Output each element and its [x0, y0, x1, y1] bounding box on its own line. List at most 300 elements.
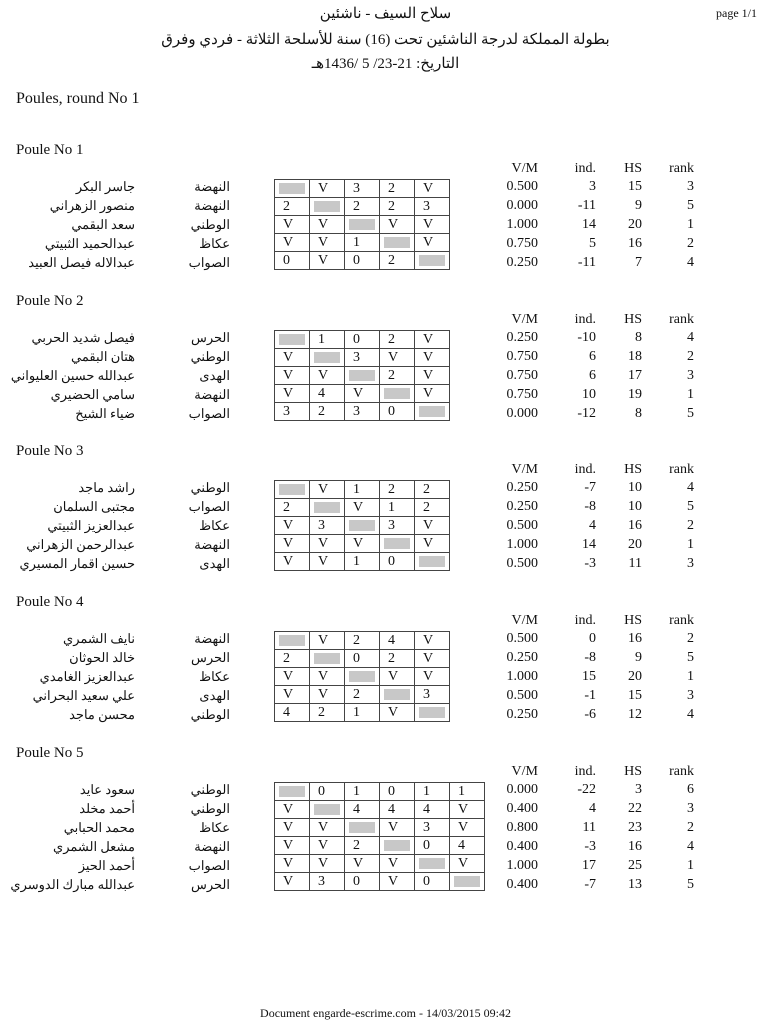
fencer-club: الهدى — [199, 556, 230, 571]
ind-value: 4 — [589, 801, 596, 816]
rank-value: 3 — [687, 688, 694, 703]
fencer-name: نايف الشمري — [63, 631, 135, 646]
bout-score-cell: 2 — [345, 686, 380, 704]
bout-score-cell: V — [310, 632, 345, 650]
fencer-club: الهدى — [199, 688, 230, 703]
bout-score-cell: 4 — [380, 801, 415, 819]
vm-value: 0.500 — [506, 688, 538, 703]
fencer-name: جاسر البكر — [75, 179, 135, 194]
table-row — [275, 499, 450, 517]
table-row — [275, 632, 450, 650]
bout-score-cell: V — [380, 819, 415, 837]
fencer-club: الوطني — [190, 801, 230, 816]
vm-value: 0.800 — [506, 820, 538, 835]
hs-value: 17 — [628, 368, 642, 383]
bout-score-cell: V — [310, 686, 345, 704]
fencer-club: الصواب — [188, 406, 230, 421]
fencer-name: راشد ماجد — [78, 480, 135, 495]
self-bout-cell — [310, 198, 345, 216]
self-bout-cell — [415, 252, 450, 270]
table-row — [275, 481, 450, 499]
grey-block-icon — [349, 370, 375, 381]
self-bout-cell — [380, 385, 415, 403]
self-bout-cell — [275, 481, 310, 499]
rank-value: 1 — [687, 217, 694, 232]
grey-block-icon — [384, 388, 410, 399]
self-bout-cell — [415, 855, 450, 873]
bout-score-cell: 1 — [380, 499, 415, 517]
bout-score-cell: 0 — [275, 252, 310, 270]
col-header-hs: HS — [624, 613, 642, 628]
col-header-rank: rank — [669, 312, 694, 327]
self-bout-cell — [380, 686, 415, 704]
grey-block-icon — [279, 635, 305, 646]
bout-score-cell: 4 — [310, 385, 345, 403]
self-bout-cell — [415, 553, 450, 571]
bout-score-cell: V — [345, 535, 380, 553]
bout-score-cell: V — [310, 819, 345, 837]
vm-value: 0.250 — [506, 480, 538, 495]
table-row — [275, 367, 450, 385]
fencer-name: محسن ماجد — [69, 707, 135, 722]
bout-score-cell: V — [275, 686, 310, 704]
bout-score-cell: 0 — [380, 783, 415, 801]
bout-score-cell: 2 — [415, 499, 450, 517]
rank-value: 3 — [687, 179, 694, 194]
self-bout-cell — [415, 704, 450, 722]
bout-score-cell: V — [310, 481, 345, 499]
bout-score-cell: V — [415, 180, 450, 198]
bout-score-cell: 3 — [345, 349, 380, 367]
bout-score-cell: 1 — [415, 783, 450, 801]
ind-value: -3 — [584, 839, 596, 854]
bout-score-cell: 3 — [415, 198, 450, 216]
bout-score-cell: V — [310, 668, 345, 686]
self-bout-cell — [380, 535, 415, 553]
hs-value: 16 — [628, 839, 642, 854]
bout-score-cell: 2 — [380, 331, 415, 349]
header-date: التاريخ: 21-23/ 5 /1436هـ — [311, 56, 460, 72]
grey-block-icon — [419, 858, 445, 869]
fencer-club: الهدى — [199, 368, 230, 383]
bout-score-cell: V — [275, 553, 310, 571]
rank-value: 4 — [687, 480, 694, 495]
vm-value: 0.750 — [506, 387, 538, 402]
bout-score-cell: 4 — [380, 632, 415, 650]
bout-score-cell: 2 — [275, 499, 310, 517]
bout-score-cell: 2 — [275, 198, 310, 216]
self-bout-cell — [310, 801, 345, 819]
fencer-club: الوطني — [190, 782, 230, 797]
rank-value: 2 — [687, 631, 694, 646]
page-number: page 1/1 — [716, 6, 757, 20]
rank-value: 1 — [687, 858, 694, 873]
fencer-name: عبدالحميد الثبيتي — [44, 236, 135, 251]
ind-value: 14 — [582, 217, 596, 232]
fencer-club: عكاظ — [199, 236, 230, 251]
grey-block-icon — [349, 520, 375, 531]
bout-score-cell: 3 — [415, 819, 450, 837]
hs-value: 15 — [628, 179, 642, 194]
fencer-club: الوطني — [190, 217, 230, 232]
bout-score-cell: 2 — [345, 632, 380, 650]
table-row — [275, 349, 450, 367]
table-row — [275, 198, 450, 216]
rank-value: 4 — [687, 707, 694, 722]
self-bout-cell — [310, 650, 345, 668]
self-bout-cell — [345, 668, 380, 686]
bout-score-cell: V — [310, 216, 345, 234]
self-bout-cell — [345, 367, 380, 385]
grey-block-icon — [384, 840, 410, 851]
table-row — [275, 855, 485, 873]
col-header-rank: rank — [669, 764, 694, 779]
table-row — [275, 331, 450, 349]
bout-score-cell: V — [310, 855, 345, 873]
rank-value: 4 — [687, 255, 694, 270]
ind-value: -6 — [584, 707, 596, 722]
bout-score-cell: V — [450, 819, 485, 837]
vm-value: 0.750 — [506, 236, 538, 251]
fencer-name: فيصل شديد الحربي — [31, 330, 135, 345]
bout-score-cell: 3 — [380, 517, 415, 535]
bout-score-cell: V — [310, 837, 345, 855]
rank-value: 5 — [687, 877, 694, 892]
fencer-name: عبدالرحمن الزهراني — [26, 537, 135, 552]
col-header-vm: V/M — [511, 161, 538, 176]
hs-value: 19 — [628, 387, 642, 402]
vm-value: 1.000 — [506, 669, 538, 684]
bout-score-cell: 0 — [415, 873, 450, 891]
fencer-name: مشعل الشمري — [53, 839, 135, 854]
hs-value: 8 — [635, 406, 642, 421]
hs-value: 8 — [635, 330, 642, 345]
bout-score-cell: V — [310, 252, 345, 270]
grey-block-icon — [314, 653, 340, 664]
vm-value: 0.750 — [506, 368, 538, 383]
bout-score-cell: 3 — [275, 403, 310, 421]
table-row — [275, 234, 450, 252]
bout-score-cell: 0 — [345, 252, 380, 270]
rank-value: 2 — [687, 236, 694, 251]
fencer-club: الصواب — [188, 255, 230, 270]
rank-value: 2 — [687, 518, 694, 533]
vm-value: 0.400 — [506, 839, 538, 854]
rank-value: 3 — [687, 556, 694, 571]
hs-value: 15 — [628, 688, 642, 703]
ind-value: -8 — [584, 499, 596, 514]
hs-value: 9 — [635, 650, 642, 665]
bout-score-cell: 1 — [450, 783, 485, 801]
grey-block-icon — [419, 556, 445, 567]
self-bout-cell — [275, 180, 310, 198]
bout-score-cell: 1 — [345, 783, 380, 801]
ind-value: 11 — [582, 820, 596, 835]
grey-block-icon — [454, 876, 480, 887]
fencer-name: سعد البقمي — [71, 217, 135, 232]
bout-score-cell: 2 — [275, 650, 310, 668]
bout-score-cell: V — [415, 331, 450, 349]
col-header-rank: rank — [669, 613, 694, 628]
self-bout-cell — [310, 349, 345, 367]
col-header-vm: V/M — [511, 613, 538, 628]
table-row — [275, 783, 485, 801]
bout-score-cell: V — [415, 367, 450, 385]
ind-value: 6 — [589, 368, 596, 383]
rank-value: 5 — [687, 406, 694, 421]
bout-score-cell: 1 — [310, 331, 345, 349]
vm-value: 1.000 — [506, 858, 538, 873]
bout-score-cell: 0 — [345, 650, 380, 668]
poule-grid — [274, 179, 450, 270]
self-bout-cell — [310, 499, 345, 517]
grey-block-icon — [384, 237, 410, 248]
hs-value: 13 — [628, 877, 642, 892]
bout-score-cell: V — [415, 632, 450, 650]
fencer-club: النهضة — [194, 198, 230, 213]
poule-grid — [274, 480, 450, 571]
grey-block-icon — [419, 255, 445, 266]
grey-block-icon — [279, 183, 305, 194]
ind-value: 0 — [589, 631, 596, 646]
vm-value: 1.000 — [506, 537, 538, 552]
vm-value: 0.250 — [506, 499, 538, 514]
poule-grid — [274, 330, 450, 421]
hs-value: 10 — [628, 499, 642, 514]
bout-score-cell: V — [275, 668, 310, 686]
table-row — [275, 385, 450, 403]
bout-score-cell: V — [380, 855, 415, 873]
table-row — [275, 180, 450, 198]
bout-score-cell: V — [415, 385, 450, 403]
self-bout-cell — [450, 873, 485, 891]
bout-score-cell: 2 — [310, 704, 345, 722]
bout-score-cell: V — [415, 535, 450, 553]
table-row — [275, 650, 450, 668]
col-header-ind: ind. — [574, 613, 596, 628]
fencer-club: النهضة — [194, 839, 230, 854]
fencer-name: ضياء الشيخ — [75, 406, 135, 421]
bout-score-cell: 4 — [275, 704, 310, 722]
vm-value: 0.400 — [506, 877, 538, 892]
ind-value: -11 — [577, 255, 596, 270]
table-row — [275, 801, 485, 819]
fencer-club: النهضة — [194, 387, 230, 402]
bout-score-cell: 3 — [310, 517, 345, 535]
bout-score-cell: 3 — [345, 180, 380, 198]
bout-score-cell: 0 — [310, 783, 345, 801]
self-bout-cell — [380, 837, 415, 855]
bout-score-cell: V — [275, 535, 310, 553]
table-row — [275, 686, 450, 704]
fencer-name: عبدالعزيز الثبيتي — [47, 518, 135, 533]
hs-value: 20 — [628, 669, 642, 684]
bout-score-cell: 4 — [450, 837, 485, 855]
bout-score-cell: V — [275, 801, 310, 819]
grey-block-icon — [349, 219, 375, 230]
vm-value: 0.250 — [506, 707, 538, 722]
bout-score-cell: 4 — [345, 801, 380, 819]
header-weapon: سلاح السيف - ناشئين — [319, 6, 452, 22]
table-row — [275, 517, 450, 535]
bout-score-cell: 0 — [380, 553, 415, 571]
poule-title: Poule No 1 — [16, 142, 84, 158]
self-bout-cell — [345, 216, 380, 234]
rank-value: 2 — [687, 820, 694, 835]
grey-block-icon — [419, 406, 445, 417]
col-header-vm: V/M — [511, 764, 538, 779]
fencer-club: الحرس — [190, 650, 230, 665]
hs-value: 3 — [635, 782, 642, 797]
self-bout-cell — [345, 819, 380, 837]
bout-score-cell: 2 — [345, 837, 380, 855]
self-bout-cell — [415, 403, 450, 421]
vm-value: 0.500 — [506, 179, 538, 194]
fencer-club: الحرس — [190, 330, 230, 345]
bout-score-cell: V — [275, 385, 310, 403]
bout-score-cell: V — [345, 855, 380, 873]
vm-value: 0.500 — [506, 518, 538, 533]
vm-value: 0.500 — [506, 631, 538, 646]
ind-value: 6 — [589, 349, 596, 364]
bout-score-cell: V — [450, 855, 485, 873]
bout-score-cell: V — [275, 517, 310, 535]
grey-block-icon — [314, 201, 340, 212]
rank-value: 5 — [687, 198, 694, 213]
bout-score-cell: 2 — [380, 650, 415, 668]
ind-value: -10 — [577, 330, 596, 345]
ind-value: 3 — [589, 179, 596, 194]
bout-score-cell: 2 — [380, 481, 415, 499]
vm-value: 0.250 — [506, 650, 538, 665]
col-header-hs: HS — [624, 764, 642, 779]
rank-value: 6 — [687, 782, 694, 797]
table-row — [275, 873, 485, 891]
table-row — [275, 252, 450, 270]
fencer-name: عبدالله حسين العليواني — [10, 368, 135, 383]
bout-score-cell: V — [310, 535, 345, 553]
bout-score-cell: V — [275, 837, 310, 855]
rank-value: 4 — [687, 839, 694, 854]
bout-score-cell: 1 — [345, 481, 380, 499]
grey-block-icon — [384, 538, 410, 549]
bout-score-cell: V — [345, 499, 380, 517]
hs-value: 10 — [628, 480, 642, 495]
grey-block-icon — [279, 786, 305, 797]
grey-block-icon — [384, 689, 410, 700]
vm-value: 0.000 — [506, 782, 538, 797]
bout-score-cell: V — [275, 349, 310, 367]
footer: Document engarde-escrime.com - 14/03/2015 09:42 — [260, 1006, 511, 1020]
fencer-club: النهضة — [194, 179, 230, 194]
bout-score-cell: V — [275, 367, 310, 385]
fencer-name: عبدالعزيز الغامدي — [39, 669, 135, 684]
bout-score-cell: 3 — [345, 403, 380, 421]
table-row — [275, 668, 450, 686]
table-row — [275, 216, 450, 234]
fencer-name: سعود عايد — [79, 782, 135, 797]
hs-value: 16 — [628, 631, 642, 646]
self-bout-cell — [275, 632, 310, 650]
bout-score-cell: V — [415, 349, 450, 367]
fencer-club: عكاظ — [199, 518, 230, 533]
bout-score-cell: 0 — [345, 873, 380, 891]
ind-value: 5 — [589, 236, 596, 251]
ind-value: -7 — [584, 480, 596, 495]
bout-score-cell: 2 — [310, 403, 345, 421]
hs-value: 20 — [628, 217, 642, 232]
bout-score-cell: 2 — [380, 367, 415, 385]
self-bout-cell — [345, 517, 380, 535]
fencer-name: هتان البقمي — [71, 349, 135, 364]
bout-score-cell: 4 — [415, 801, 450, 819]
col-header-rank: rank — [669, 161, 694, 176]
bout-score-cell: V — [380, 704, 415, 722]
ind-value: 17 — [582, 858, 596, 873]
col-header-rank: rank — [669, 462, 694, 477]
bout-score-cell: 2 — [345, 198, 380, 216]
ind-value: -3 — [584, 556, 596, 571]
vm-value: 0.400 — [506, 801, 538, 816]
bout-score-cell: V — [415, 668, 450, 686]
vm-value: 0.500 — [506, 556, 538, 571]
col-header-vm: V/M — [511, 462, 538, 477]
bout-score-cell: V — [310, 234, 345, 252]
fencer-name: علي سعيد البحراني — [32, 688, 135, 703]
bout-score-cell: 0 — [415, 837, 450, 855]
bout-score-cell: 3 — [415, 686, 450, 704]
grey-block-icon — [314, 502, 340, 513]
fencer-name: محمد الحبابي — [63, 820, 135, 835]
fencer-name: عبدالله مبارك الدوسري — [10, 877, 135, 892]
self-bout-cell — [275, 783, 310, 801]
poule-title: Poule No 3 — [16, 443, 84, 459]
bout-score-cell: V — [310, 367, 345, 385]
poule-title: Poule No 5 — [16, 745, 84, 761]
bout-score-cell: V — [380, 216, 415, 234]
hs-value: 12 — [628, 707, 642, 722]
bout-score-cell: V — [415, 650, 450, 668]
grey-block-icon — [279, 334, 305, 345]
header-championship: بطولة المملكة لدرجة الناشئين تحت (16) سنة للأسلحة الثلاثة - فردي وفرق — [161, 32, 610, 48]
ind-value: -7 — [584, 877, 596, 892]
fencer-name: حسين اقمار المسيري — [19, 556, 135, 571]
bout-score-cell: V — [380, 668, 415, 686]
ind-value: 4 — [589, 518, 596, 533]
table-row — [275, 553, 450, 571]
fencer-name: سامي الحضيري — [50, 387, 135, 402]
col-header-ind: ind. — [574, 462, 596, 477]
fencer-name: منصور الزهراني — [49, 198, 135, 213]
col-header-vm: V/M — [511, 312, 538, 327]
col-header-hs: HS — [624, 312, 642, 327]
bout-score-cell: V — [415, 517, 450, 535]
hs-value: 25 — [628, 858, 642, 873]
poule-grid — [274, 631, 450, 722]
bout-score-cell: 0 — [345, 331, 380, 349]
ind-value: 15 — [582, 669, 596, 684]
vm-value: 1.000 — [506, 217, 538, 232]
bout-score-cell: V — [310, 180, 345, 198]
fencer-name: خالد الحوثان — [69, 650, 135, 665]
bout-score-cell: 1 — [345, 234, 380, 252]
fencer-club: النهضة — [194, 537, 230, 552]
vm-value: 0.000 — [506, 198, 538, 213]
fencer-club: الوطني — [190, 707, 230, 722]
bout-score-cell: V — [380, 349, 415, 367]
fencer-name: أحمد مخلد — [79, 801, 135, 816]
rank-value: 5 — [687, 499, 694, 514]
